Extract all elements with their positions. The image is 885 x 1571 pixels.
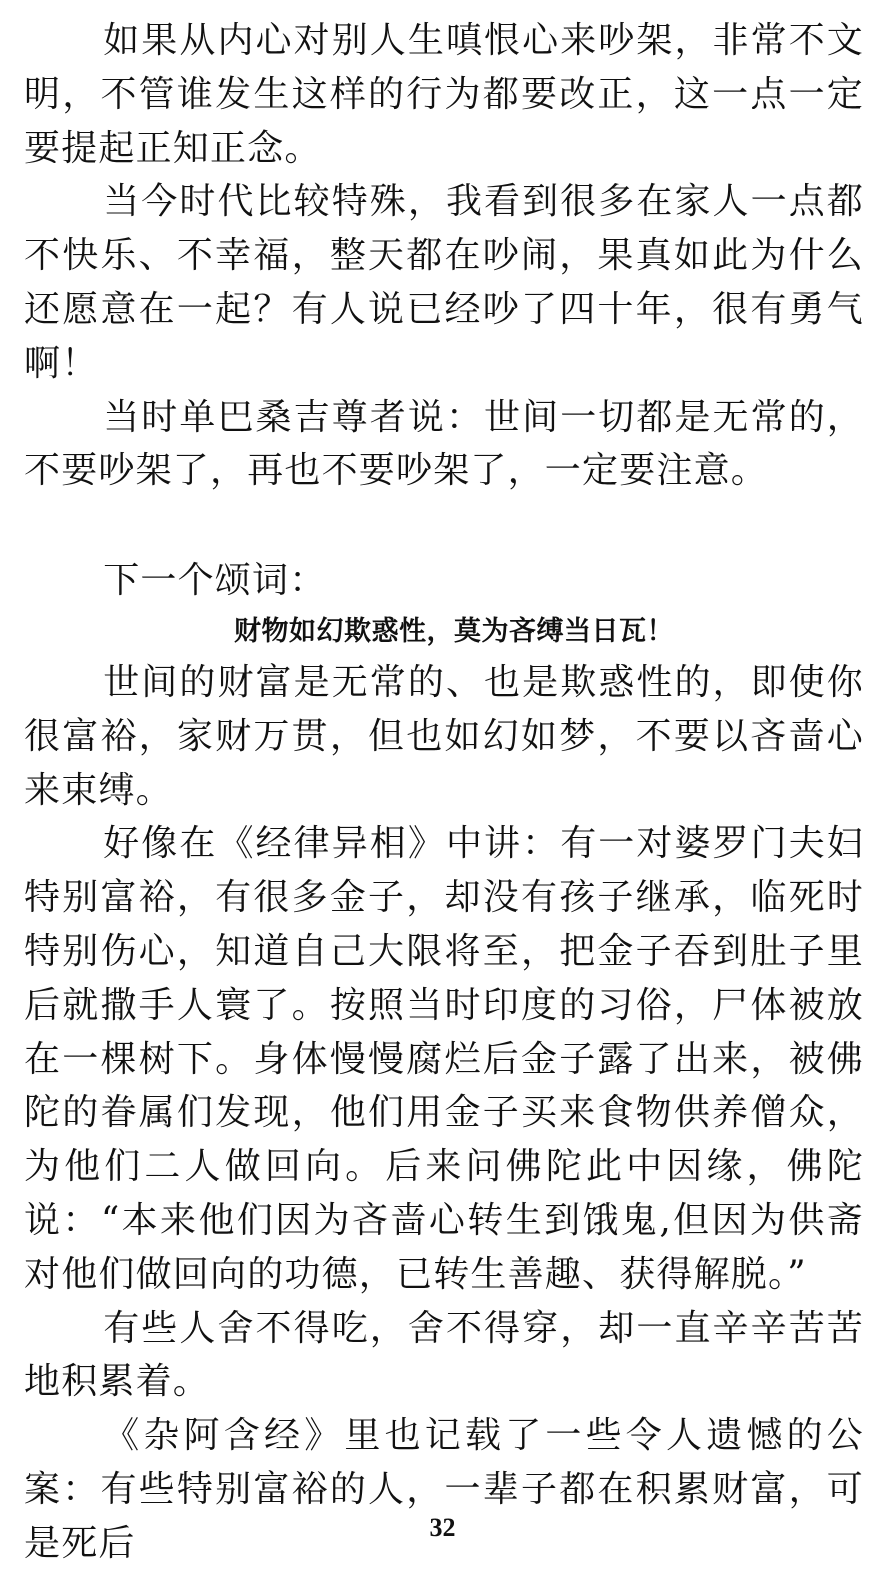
paragraph-brahmin-story: 好像在《经律异相》中讲：有一对婆罗门夫妇特别富裕，有很多金子，却没有孩子继承，临死时特别伤心，知道自己大限将至，把金子吞到肚子里后就撒手人寰了。按照当时印度的习俗，尸体被放在一棵树下。身体慢慢腐烂后金子露了出来，被佛陀的眷属们发现，他们用金子买来食物供养僧众，为他们二人做回向。后来问佛陀此中因缘，佛陀说：“本来他们因为吝啬心转生到饿鬼,但因为供斋对他们做回向的功德，已转生善趣、获得解脱。” bbox=[24, 823, 864, 1295]
page-body bbox=[24, 14, 864, 1571]
paragraph-impermanence: 当时单巴桑吉尊者说：世间一切都是无常的，不要吵架了，再也不要吵架了，一定要注意。 bbox=[24, 396, 864, 492]
paragraph-agama: 《杂阿含经》里也记载了一些令人遗憾的公案：有些特别富裕的人，一辈子都在积累财富，可是死后 bbox=[24, 1415, 864, 1564]
section-heading: 下一个颂词： bbox=[103, 560, 327, 602]
paragraph-wealth: 世间的财富是无常的、也是欺惑性的，即使你很富裕，家财万贯，但也如幻如梦，不要以吝啬心来束缚。 bbox=[24, 661, 864, 811]
page-number: 32 bbox=[429, 1513, 456, 1542]
verse-line: 财物如幻欺惑性，莫为吝缚当日瓦！ bbox=[234, 615, 674, 647]
paragraph-frugal: 有些人舍不得吃，舍不得穿，却一直辛辛苦苦地积累着。 bbox=[24, 1307, 864, 1403]
paragraph-anger: 如果从内心对别人生嗔恨心来吵架，非常不文明，不管谁发生这样的行为都要改正，这一点一定要提起正知正念。 bbox=[24, 20, 864, 169]
paragraph-quarrel: 当今时代比较特殊，我看到很多在家人一点都不快乐、不幸福，整天都在吵闹，果真如此为什么还愿意在一起？有人说已经吵了四十年，很有勇气啊！ bbox=[24, 181, 864, 384]
section-gap bbox=[24, 498, 864, 554]
